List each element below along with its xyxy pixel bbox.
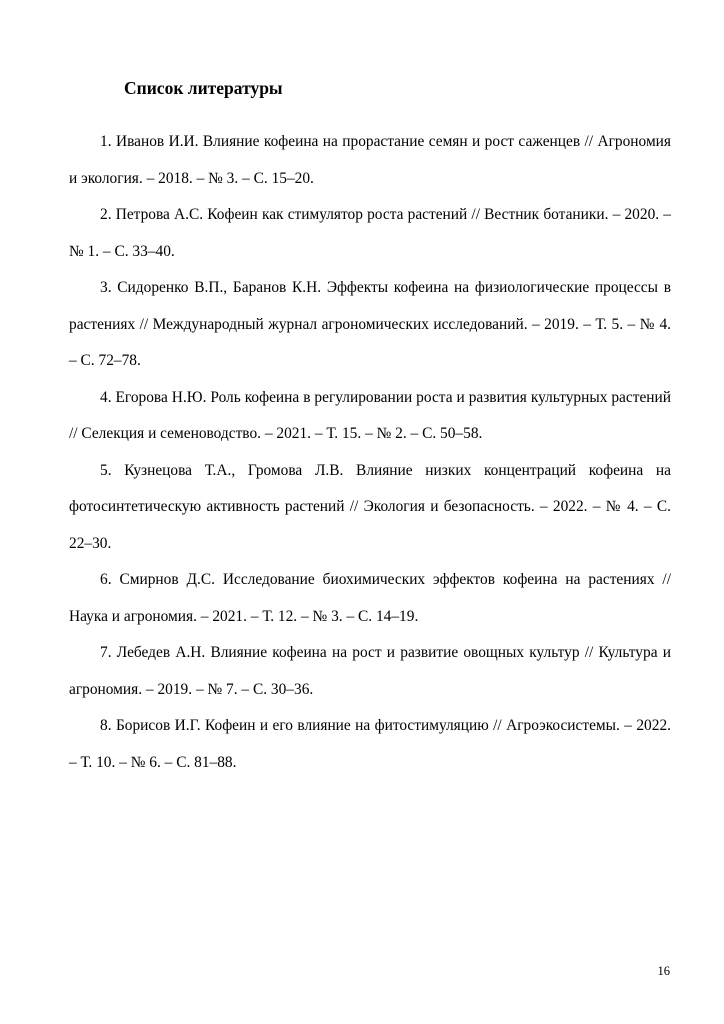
reference-list: [69, 124, 671, 781]
reference-item: 4. Егорова Н.Ю. Роль кофеина в регулировании роста и развития культурных растений // Селекция и семеноводство. – 2021. – Т. 15. – № 2. – С. 50–58.: [69, 388, 671, 442]
reference-item: 7. Лебедев А.Н. Влияние кофеина на рост и развитие овощных культур // Культура и агрономия. – 2019. – № 7. – С. 30–36.: [69, 644, 671, 698]
page-title: Список литературы: [124, 78, 283, 98]
reference-item: 6. Смирнов Д.С. Исследование биохимических эффектов кофеина на растениях // Наука и агрономия. – 2021. – Т. 12. – № 3. – С. 14–19.: [69, 571, 671, 625]
reference-item: 8. Борисов И.Г. Кофеин и его влияние на фитостимуляцию // Агроэкосистемы. – 2022. – Т. 10. – № 6. – С. 81–88.: [69, 717, 671, 771]
reference-item: 3. Сидоренко В.П., Баранов К.Н. Эффекты кофеина на физиологические процессы в растениях // Международный журнал агрономических исследований. – 2019. – Т. 5. – № 4. – С. 72–78.: [69, 279, 671, 369]
reference-item: 5. Кузнецова Т.А., Громова Л.В. Влияние низких концентраций кофеина на фотосинтетическую активность растений // Экология и безопасность. – 2022. – № 4. – С. 22–30.: [69, 461, 671, 552]
reference-item: 1. Иванов И.И. Влияние кофеина на прорастание семян и рост саженцев // Агрономия и экология. – 2018. – № 3. – С. 15–20.: [69, 133, 671, 187]
reference-item: 2. Петрова А.С. Кофеин как стимулятор роста растений // Вестник ботаники. – 2020. – № 1. – С. 33–40.: [69, 206, 671, 260]
page-number: 16: [657, 964, 670, 978]
